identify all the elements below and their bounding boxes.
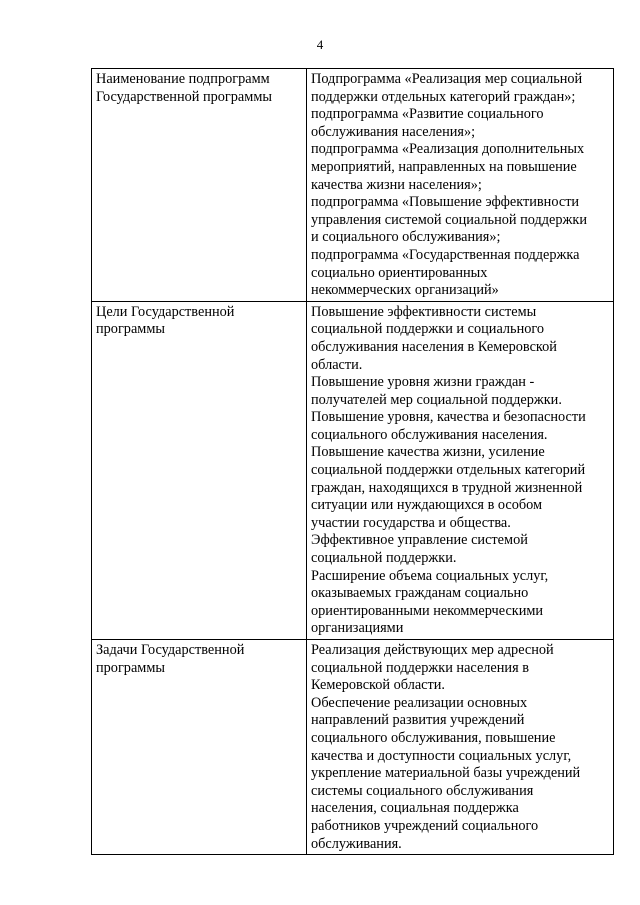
content-line: укрепление материальной базы учреждений <box>311 765 581 782</box>
subprograms-label-cell <box>92 69 307 302</box>
content-line: населения, социальная поддержка <box>311 800 519 817</box>
content-line: социального обслуживания, повышение <box>311 729 556 746</box>
content-line: Повышение уровня, качества и безопасности <box>311 409 586 426</box>
content-line: Обеспечение реализации основных <box>311 694 528 711</box>
content-line: Эффективное управление системой <box>311 532 528 549</box>
tasks-content-cell <box>307 640 614 855</box>
content-line: организациями <box>311 620 404 637</box>
content-line: социальной поддержки. <box>311 550 457 567</box>
program-passport-table <box>91 68 614 855</box>
content-line: социальной поддержки отдельных категорий <box>311 462 586 479</box>
content-line: подпрограмма «Развитие социального <box>311 106 544 123</box>
content-line: социальной поддержки населения в <box>311 659 529 676</box>
page-number: 4 <box>316 37 324 52</box>
subprograms-content-cell <box>307 69 614 302</box>
content-line: оказываемых гражданам социально <box>311 585 529 602</box>
content-line: ориентированными некоммерческими <box>311 602 544 619</box>
content-line: Повышение эффективности системы <box>311 303 537 320</box>
goals-content-cell <box>307 301 614 639</box>
content-line: поддержки отдельных категорий граждан»; <box>311 88 576 105</box>
content-line: Реализация действующих мер адресной <box>311 642 554 658</box>
label-line: Государственной программы <box>96 88 272 105</box>
content-line: подпрограмма «Повышение эффективности <box>311 194 580 211</box>
label-line: Цели Государственной <box>96 303 235 320</box>
label-line: программы <box>96 659 166 676</box>
content-line: обслуживания населения в Кемеровской <box>311 338 557 355</box>
table-row-subprograms <box>92 69 614 302</box>
content-line: подпрограмма «Государственная поддержка <box>311 246 580 263</box>
content-line: Подпрограмма «Реализация мер социальной <box>311 71 583 87</box>
content-line: Расширение объема социальных услуг, <box>311 567 549 584</box>
content-line: работников учреждений социального <box>311 817 539 834</box>
content-line: системы социального обслуживания <box>311 782 534 799</box>
content-line: области. <box>311 356 363 373</box>
table-row-goals <box>92 301 614 639</box>
label-line: Наименование подпрограмм <box>96 71 270 87</box>
content-line: мероприятий, направленных на повышение <box>311 158 577 175</box>
label-line: программы <box>96 321 166 338</box>
content-line: ситуации или нуждающихся в особом <box>311 497 543 514</box>
content-line: Повышение качества жизни, усиление <box>311 444 545 461</box>
content-line: некоммерческих организаций» <box>311 282 499 299</box>
tasks-label-cell <box>92 640 307 855</box>
content-line: управления системой социальной поддержки <box>311 211 587 228</box>
content-line: Повышение уровня жизни граждан - <box>311 374 535 391</box>
content-line: участии государства и общества. <box>311 514 511 531</box>
content-line: подпрограмма «Реализация дополнительных <box>311 141 585 158</box>
content-line: направлений развития учреждений <box>311 712 525 729</box>
table-row-tasks <box>92 640 614 855</box>
content-line: социальной поддержки и социального <box>311 321 545 338</box>
content-line: получателей мер социальной поддержки. <box>311 391 562 408</box>
goals-label-cell <box>92 301 307 639</box>
content-line: обслуживания населения»; <box>311 123 476 140</box>
content-line: социально ориентированных <box>311 264 488 281</box>
label-line: Задачи Государственной <box>96 642 245 658</box>
content-line: обслуживания. <box>311 835 402 852</box>
content-line: качества и доступности социальных услуг, <box>311 747 572 764</box>
content-line: качества жизни населения»; <box>311 176 482 193</box>
content-line: Кемеровской области. <box>311 677 445 694</box>
content-line: граждан, находящихся в трудной жизненной <box>311 479 583 496</box>
content-line: социального обслуживания населения. <box>311 426 548 443</box>
content-line: и социального обслуживания»; <box>311 229 501 246</box>
